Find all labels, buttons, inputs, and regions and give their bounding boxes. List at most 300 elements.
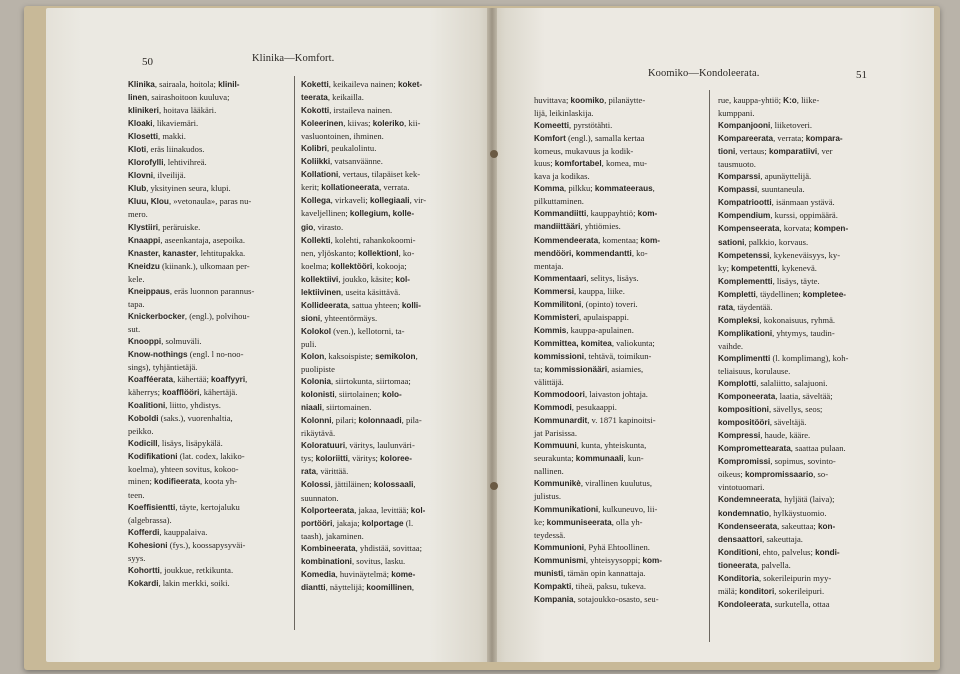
left-page	[46, 8, 492, 662]
definition-text: tausmuoto.	[718, 159, 756, 170]
left-column-2	[301, 78, 477, 594]
dictionary-line	[128, 386, 298, 399]
definition-text: , useita käsittävä.	[341, 286, 401, 297]
dictionary-line	[301, 414, 477, 427]
definition-text: ke;	[534, 516, 547, 527]
headword: kolonnaadi	[358, 416, 402, 426]
definition-text: , sairaala, hoitola;	[154, 79, 219, 89]
headword: kome-	[391, 569, 416, 579]
definition-text: , laatia, säveltää;	[775, 391, 833, 402]
dictionary-line	[534, 132, 706, 145]
dictionary-line	[128, 539, 298, 552]
dictionary-line	[534, 272, 706, 285]
headword: Kombineerata	[301, 543, 356, 553]
definition-text: peikko.	[128, 426, 154, 437]
definition-text: seurakunta;	[534, 453, 576, 464]
dictionary-line	[718, 340, 898, 352]
headword: Kollideerata	[301, 300, 348, 310]
dictionary-line	[534, 490, 706, 502]
headword: tioni	[718, 147, 736, 157]
dictionary-line	[128, 361, 298, 373]
dictionary-line	[534, 580, 706, 593]
definition-text: koelma), yhteen sovitus, kokoo-	[128, 464, 239, 475]
dictionary-line	[128, 335, 298, 348]
dictionary-line	[128, 526, 298, 539]
definition-text: , kii-	[404, 118, 421, 129]
definition-text: taash), jakaminen.	[301, 530, 364, 541]
headword: kommissionääri	[544, 364, 608, 374]
dictionary-line	[128, 373, 298, 386]
headword: Klovni	[128, 171, 154, 181]
dictionary-line	[718, 170, 898, 183]
definition-text: , kähertäjä.	[199, 387, 238, 398]
headword: Kommendeerata	[534, 235, 599, 245]
headword: Klystiiri	[128, 222, 159, 232]
dictionary-line	[128, 208, 298, 220]
dictionary-line	[534, 107, 706, 119]
definition-text: , pesukaappi.	[571, 402, 617, 413]
definition-text: , verrata;	[773, 133, 806, 144]
dictionary-line	[534, 285, 706, 298]
dictionary-line	[301, 286, 477, 299]
headword: Komparssi	[718, 172, 761, 182]
definition-text: , siirtomainen.	[321, 402, 372, 413]
dictionary-line	[128, 195, 298, 208]
headword: kollationeerata	[321, 183, 380, 193]
dictionary-line	[301, 350, 477, 363]
headword: Kompromettearata	[718, 444, 791, 454]
definition-text: , asiamies,	[607, 363, 644, 374]
headword: Kloti	[128, 145, 147, 155]
headword: rata	[718, 302, 734, 312]
headword: portööri	[301, 518, 333, 528]
headword: koleriko	[372, 119, 405, 129]
headword: koket-	[397, 80, 423, 89]
headword: Koloratuuri	[301, 441, 346, 451]
dictionary-line	[301, 168, 477, 181]
dictionary-line	[301, 568, 477, 581]
definition-text: , kauppa, liike.	[574, 285, 625, 296]
dictionary-line	[128, 221, 298, 234]
dictionary-line	[534, 207, 706, 220]
dictionary-line	[301, 363, 477, 375]
headword: Komplikationi	[718, 328, 773, 338]
headword: Kollega	[301, 196, 331, 206]
definition-text: kuus;	[534, 158, 555, 169]
dictionary-line	[534, 477, 706, 490]
dictionary-line	[534, 414, 706, 427]
book-spine	[487, 8, 497, 662]
left-page-header: Klinika—Komfort.	[252, 53, 335, 64]
headword: Koliikki	[301, 157, 331, 167]
definition-text: , lisäys, täyte.	[772, 275, 820, 286]
headword: mendööri, kommendantti	[534, 248, 632, 258]
dictionary-line	[301, 375, 477, 388]
headword: klinil-	[218, 80, 240, 89]
headword: Kompania	[534, 594, 574, 604]
definition-text: , isänmaan ystävä.	[771, 197, 835, 208]
headword: Kommunikationi	[534, 504, 599, 514]
definition-text: , komentaa;	[598, 234, 641, 245]
headword: Kloaki	[128, 119, 153, 129]
definition-text: ,	[411, 581, 415, 592]
dictionary-line	[718, 249, 898, 262]
dictionary-line	[534, 260, 706, 272]
headword: Klinika	[128, 80, 155, 89]
definition-text: huvittava;	[534, 95, 571, 105]
definition-text: , hylkäystuomio.	[768, 507, 827, 518]
definition-text: , yhteentörmäys.	[320, 312, 378, 323]
definition-text: , kykenevä.	[777, 262, 817, 273]
headword: kompositioni	[718, 405, 769, 415]
definition-text: , tämän opin kannattaja.	[563, 567, 646, 578]
definition-text: , siirtokunta, siirtomaa;	[331, 376, 411, 387]
dictionary-line	[128, 182, 298, 195]
headword: semikolon	[375, 351, 416, 361]
definition-text: , pyrstötähti.	[569, 120, 613, 131]
dictionary-line	[301, 427, 477, 439]
headword: Koeffisientti	[128, 502, 176, 512]
dictionary-line	[301, 273, 477, 286]
headword: Komedia	[301, 569, 336, 579]
dictionary-line	[534, 182, 706, 195]
headword: kon-	[817, 521, 836, 531]
headword: Komplotti	[718, 379, 757, 389]
definition-text: , virkaveli;	[330, 195, 370, 206]
definition-text: syys.	[128, 552, 146, 563]
headword: sationi	[718, 237, 745, 247]
headword: Kommentaari	[534, 273, 587, 283]
headword: teerata	[301, 93, 328, 103]
definition-text: vaihde.	[718, 340, 744, 351]
definition-text: ta;	[534, 363, 545, 374]
dictionary-line	[718, 390, 898, 403]
dictionary-line	[301, 91, 477, 104]
definition-text: (l.	[403, 517, 414, 528]
dictionary-line	[718, 236, 898, 249]
definition-text: (saks.), vuorenhaltia,	[158, 413, 233, 424]
dictionary-line	[534, 234, 706, 247]
dictionary-line	[301, 155, 477, 168]
definition-text: oikeus;	[718, 469, 745, 480]
headword: Kollekti	[301, 235, 331, 245]
headword: Kompakti	[534, 581, 572, 591]
headword: tioneerata	[718, 560, 758, 570]
dictionary-line	[301, 478, 477, 491]
definition-text: rue, kauppa-yhtiö;	[718, 95, 784, 105]
dictionary-line	[718, 262, 898, 275]
headword: Kneidzu	[128, 261, 160, 271]
headword: kompositööri	[718, 418, 770, 428]
definition-text: , palkkio, korvaus.	[744, 236, 809, 247]
headword: kombinationi	[301, 556, 352, 566]
dictionary-line	[301, 312, 477, 325]
definition-text: , v. 1871 kapinoitsi-	[587, 415, 656, 426]
headword: Kompletti	[718, 289, 756, 299]
spine-stitch-top	[490, 150, 498, 158]
definition-text: , liiketoveri.	[770, 120, 813, 131]
dictionary-line	[718, 209, 898, 222]
dictionary-line	[718, 183, 898, 196]
dictionary-line	[128, 412, 298, 425]
headword: Kondemneerata	[718, 495, 780, 505]
dictionary-line	[718, 416, 898, 429]
headword: kollegium, kolle-	[349, 209, 415, 219]
headword: koloriitti	[315, 454, 348, 464]
definition-text: vasluontoinen, ihminen.	[301, 131, 384, 142]
dictionary-line	[718, 327, 898, 340]
definition-text: ,	[652, 183, 655, 194]
definition-text: , kauppayhtiö;	[586, 208, 638, 219]
headword: koaffyyri	[211, 375, 246, 385]
dictionary-line	[718, 533, 898, 546]
headword: Kommunardit	[534, 416, 588, 426]
dictionary-line	[718, 520, 898, 533]
definition-text: ,	[413, 479, 416, 490]
dictionary-line	[128, 247, 298, 260]
definition-text: , keikailla.	[327, 92, 364, 103]
definition-text: kumppani.	[718, 108, 755, 119]
headword: kom-	[637, 209, 658, 219]
dictionary-line	[301, 260, 477, 273]
definition-text: , jakaja;	[332, 517, 362, 528]
headword: Kommandiitti	[534, 209, 587, 219]
definition-text: , ver	[817, 146, 833, 157]
right-column-divider	[709, 90, 710, 642]
definition-text: , hoitava lääkäri.	[158, 105, 217, 116]
left-page-number: 50	[142, 56, 153, 68]
dictionary-line	[301, 325, 477, 338]
definition-text: komeus, mukavuus ja kodik-	[534, 146, 634, 157]
dictionary-line	[128, 169, 298, 182]
dictionary-line	[128, 450, 298, 463]
definition-text: , lisäys, lisäpykälä.	[157, 438, 223, 449]
definition-text: vintotuomari.	[718, 482, 765, 493]
dictionary-line	[534, 593, 706, 606]
dictionary-line	[128, 489, 298, 501]
dictionary-line	[301, 465, 477, 478]
headword: Kondoleerata	[718, 599, 771, 609]
headword: kompen-	[814, 224, 849, 234]
definition-text: kerit;	[301, 182, 322, 193]
definition-text: sut.	[128, 323, 141, 334]
definition-text: nen, yljöskanto;	[301, 247, 359, 258]
definition-text: , kauppalaiva.	[159, 526, 208, 537]
spine-stitch-bottom	[490, 482, 498, 490]
definition-text: , eräs luonnon parannus-	[169, 285, 255, 296]
right-page	[492, 8, 934, 662]
headword: kol-	[395, 274, 410, 284]
definition-text: , makki.	[158, 131, 186, 142]
definition-text: , laivaston johtaja.	[584, 389, 648, 400]
headword: Kohesioni	[128, 540, 168, 550]
dictionary-line	[534, 94, 706, 107]
right-page-header: Koomiko—Kondoleerata.	[648, 68, 760, 79]
definition-text: , irstaileva nainen.	[329, 105, 393, 116]
definition-text: (engl. l no-noo-	[187, 348, 244, 359]
definition-text: , jättiläinen;	[330, 479, 374, 490]
right-column-1	[534, 94, 706, 606]
definition-text: , lehtivihreä.	[163, 157, 207, 168]
headword: Kommisteri	[534, 312, 580, 322]
headword: Kompleksi	[718, 315, 760, 325]
definition-text: , (opinto) toveri.	[581, 298, 638, 309]
headword: kom-	[640, 235, 660, 245]
dictionary-line	[534, 452, 706, 465]
definition-text: , sokerileipuri.	[774, 585, 825, 596]
headword: Kluu, Klou	[128, 197, 169, 207]
headword: Konditoria	[718, 573, 759, 583]
headword: niaali	[301, 403, 322, 413]
headword: Komma	[534, 184, 565, 194]
definition-text: , kun-	[623, 453, 644, 464]
definition-text: , sotajoukko-osasto, seu-	[573, 593, 659, 604]
dictionary-line	[301, 247, 477, 260]
dictionary-line	[128, 273, 298, 285]
definition-text: julistus.	[534, 491, 561, 502]
dictionary-line	[128, 437, 298, 450]
headword: kolportage	[361, 518, 404, 528]
headword: Kolporteerata	[301, 505, 355, 515]
headword: Koleerinen	[301, 119, 344, 129]
definition-text: , likaviemäri.	[152, 118, 199, 129]
dictionary-line	[718, 493, 898, 506]
headword: Kommilitoni	[534, 299, 582, 309]
dictionary-line	[128, 475, 298, 488]
definition-text: puolipiste	[301, 364, 335, 375]
definition-text: mero.	[128, 209, 148, 220]
headword: Kohortti	[128, 565, 160, 575]
headword: Kompendium	[718, 211, 771, 221]
definition-text: teliaisuus, korulause.	[718, 365, 791, 376]
dictionary-line	[718, 377, 898, 390]
definition-text: , aseenkantaja, asepoika.	[160, 234, 246, 245]
headword: kollektööri	[330, 261, 373, 271]
headword: Komponeerata	[718, 392, 776, 402]
right-page-number: 51	[856, 69, 867, 81]
dictionary-line	[301, 194, 477, 207]
dictionary-line	[128, 104, 298, 117]
definition-text: , kurssi, oppimäärä.	[770, 210, 838, 221]
definition-text: jat Parisissa.	[534, 428, 577, 439]
dictionary-line	[301, 401, 477, 414]
definition-text: , väritys, laulunväri-	[345, 440, 415, 451]
definition-text: kele.	[128, 273, 145, 284]
headword: Kolonia	[301, 377, 332, 387]
definition-text: , solmuväli.	[161, 335, 202, 346]
definition-text: , väritys;	[347, 453, 381, 464]
dictionary-line	[718, 365, 898, 377]
dictionary-line	[128, 91, 298, 104]
definition-text: , so-	[813, 469, 829, 480]
headword: kondi-	[815, 547, 840, 557]
definition-text: , salaliitto, salajuoni.	[756, 378, 828, 389]
dictionary-line	[301, 338, 477, 350]
headword: klinikeri	[128, 106, 159, 116]
dictionary-line	[301, 130, 477, 142]
headword: Kommunioni	[534, 542, 585, 552]
headword: Komplimentti	[718, 353, 771, 363]
dictionary-line	[301, 299, 477, 312]
definition-text: (fys.), koossapysyväi-	[167, 539, 246, 550]
definition-text: , yhdistää, sovittaa;	[355, 542, 422, 553]
dictionary-line	[718, 468, 898, 481]
definition-text: ky;	[718, 262, 732, 273]
definition-text: , koota yh-	[200, 476, 237, 487]
headword: Kompanjooni	[718, 121, 771, 131]
definition-text: , pila-	[401, 415, 422, 426]
definition-text: (l. komplimang), koh-	[770, 352, 849, 363]
dictionary-line	[718, 403, 898, 416]
definition-text: , apunäyttelijä.	[760, 171, 812, 182]
definition-text: nallinen.	[534, 466, 564, 477]
headword: densaattori	[718, 534, 763, 544]
definition-text: , pilanäytte-	[604, 95, 646, 105]
definition-text: kava ja kodikas.	[534, 171, 590, 182]
dictionary-line	[301, 581, 477, 594]
definition-text: , vertaus, tilapäiset kek-	[338, 169, 421, 180]
dictionary-line	[128, 552, 298, 564]
dictionary-line	[301, 78, 477, 91]
headword: kodifieerata	[154, 477, 200, 487]
dictionary-line	[534, 567, 706, 580]
dictionary-line	[718, 288, 898, 301]
definition-text: , siirtolainen;	[334, 389, 383, 400]
definition-text: , vertaus;	[735, 146, 769, 157]
definition-text: , kolehti, rahankokoomi-	[330, 234, 416, 245]
definition-text: lijä, leikinlaskija.	[534, 108, 594, 119]
dictionary-line	[301, 388, 477, 401]
definition-text: , sairashoitoon kuuluva;	[147, 92, 230, 103]
dictionary-line	[534, 170, 706, 182]
definition-text: välittäjä.	[534, 377, 564, 388]
dictionary-line	[718, 507, 898, 520]
definition-text: (kiinank.), ulkomaan per-	[159, 260, 250, 271]
definition-text: , korvata;	[779, 223, 815, 234]
headword: Kolokol	[301, 326, 332, 336]
dictionary-line	[534, 465, 706, 477]
dictionary-line	[301, 207, 477, 220]
dictionary-line	[301, 517, 477, 530]
dictionary-line	[718, 107, 898, 119]
definition-text: rikäytävä.	[301, 428, 336, 439]
headword: Konditioni	[718, 547, 759, 557]
definition-text: , sovitus, lasku.	[351, 555, 406, 566]
headword: Kokotti	[301, 106, 330, 116]
definition-text: , selitys, lisäys.	[586, 272, 639, 283]
headword: kommissioni	[534, 351, 585, 361]
headword: Kompassi	[718, 185, 758, 195]
headword: komparatiivi	[768, 147, 818, 157]
headword: Kneippaus	[128, 286, 170, 296]
headword: kolo-	[382, 390, 402, 400]
headword: komfortabel	[554, 159, 602, 169]
headword: Kollationi	[301, 170, 339, 180]
definition-text: , vir-	[409, 195, 427, 206]
headword: koomillinen	[366, 582, 412, 592]
dictionary-line	[718, 301, 898, 314]
definition-text: , ko-	[398, 247, 415, 258]
definition-text: , liike-	[796, 95, 820, 105]
dictionary-line	[534, 350, 706, 363]
headword: Kodifikationi	[128, 452, 178, 462]
dictionary-line	[718, 481, 898, 493]
headword: kommateeraus	[594, 184, 653, 194]
definition-text: , surkutella, ottaa	[770, 598, 830, 609]
definition-text: , sopimus, sovinto-	[770, 456, 836, 467]
definition-text: , saattaa pulaan.	[790, 443, 846, 454]
dictionary-line	[301, 234, 477, 247]
